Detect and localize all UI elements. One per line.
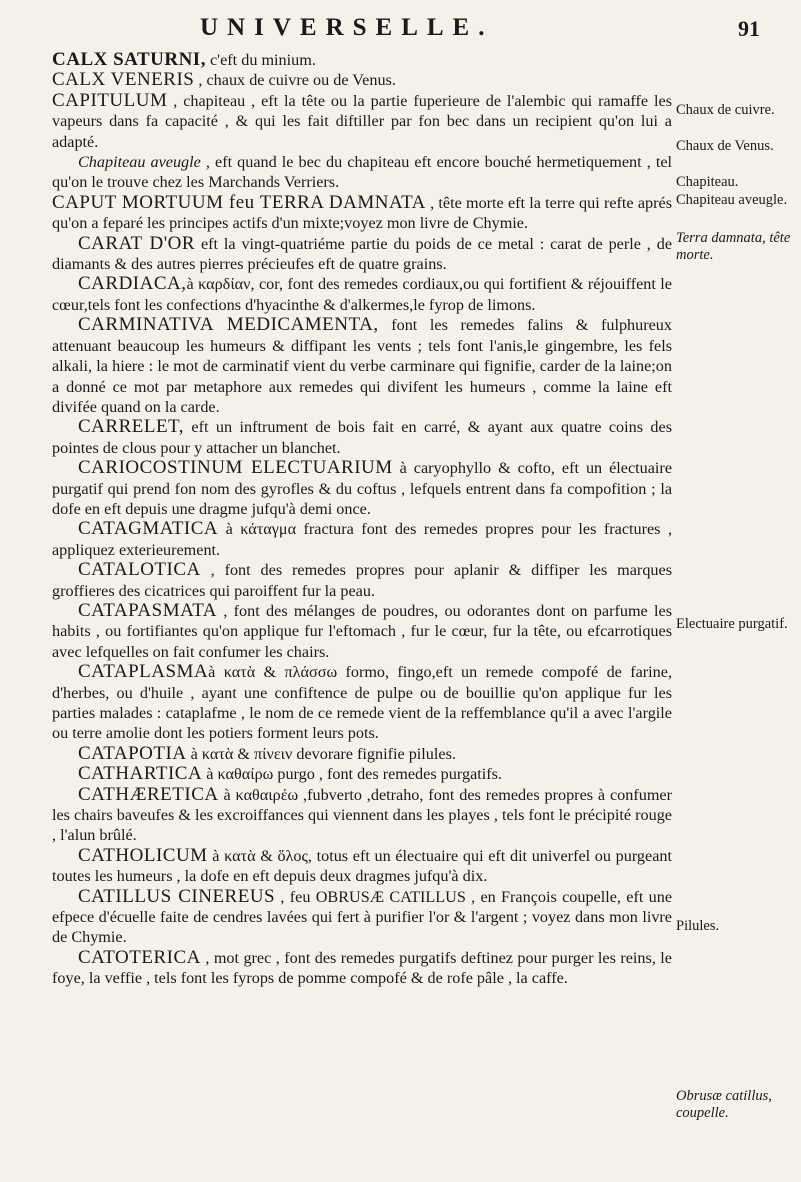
entry-head: CARIOCOSTINUM ELECTUARIUM bbox=[78, 457, 393, 479]
margin-note: Chaux de cuivre. bbox=[676, 102, 775, 118]
margin-note bbox=[676, 230, 796, 264]
entry-catapasmata bbox=[52, 601, 672, 662]
entry-catalotica bbox=[52, 560, 672, 601]
dictionary-entries bbox=[52, 50, 672, 989]
entry-head: CATAPASMATA bbox=[78, 599, 218, 621]
entry-catoterica bbox=[52, 948, 672, 989]
entry-caput-mortuum bbox=[52, 193, 672, 234]
entry-catholicum bbox=[52, 846, 672, 887]
entry-text: à καρδίαν, cor, font des remedes cordiaux,ou qui fortifient & réjouiffent le cœur,tels font les confections d'hyacinthe & d'alkermes,le fyrop de limons. bbox=[52, 275, 672, 314]
entry-cathartica bbox=[52, 764, 672, 784]
entry-cataplasma bbox=[52, 662, 672, 744]
entry-text: eft la vingt-quatriéme partie du poids de ce metal : carat de perle , de diamants & des autres pierres précieufes eft de quatre grains. bbox=[52, 234, 672, 274]
margin-note: Chaux de Venus. bbox=[676, 138, 774, 154]
entry-chapiteau-aveugle bbox=[52, 152, 672, 193]
entry-text: à καθαιρέω ,fubverto ,detraho, font des remedes propres à confumer les chairs baveufes & les excroiffances qui viennent dans les playes , tels font le précipité rouge , l'alun brûlé. bbox=[52, 785, 672, 845]
entry-text: , chapiteau , eft la tête ou la partie fuperieure de l'alembic qui ramaffe les vapeurs dans fa capacité , & qui les fait diftiller par fon bec dans un recipient qu'on lui a adapté. bbox=[52, 91, 672, 151]
running-header bbox=[200, 14, 760, 44]
entry-text: à κατὰ & πλάσσω formo, fingo,eft un remede compofé de farine, d'herbes, ou d'huile , ayant une confiftence de pulpe ou de bouillie qu'on applique fur les parties malades : cataplafme , le nom de ce remede vient de la reffemblance qu'il a avec l'argile ou terre amolie dont les potiers forment leurs pots. bbox=[52, 663, 672, 743]
entry-head: Chapiteau aveugle bbox=[78, 153, 201, 172]
entry-text: à κατὰ & πίνειν devorare fignifie pilules. bbox=[186, 744, 456, 763]
entry-text: , chaux de cuivre ou de Venus. bbox=[194, 71, 396, 90]
entry-head: CALX VENERIS bbox=[52, 69, 195, 91]
entry-head: CATHOLICUM bbox=[78, 844, 208, 866]
entry-head: CATOTERICA bbox=[78, 946, 201, 968]
entry-text: , feu OBRUSÆ CATILLUS , en François coupelle, eft une efpece d'écuelle faite de cendres lavées qui fert à purifier l'or & l'argent ; voyez dans mon livre de Chymie. bbox=[52, 887, 672, 947]
margin-note: Electuaire purgatif. bbox=[676, 616, 788, 632]
header-title: UNIVERSELLE. bbox=[200, 14, 494, 41]
entry-head: CARDIACA, bbox=[78, 273, 187, 295]
entry-catapotia bbox=[52, 744, 672, 764]
entry-head: CARMINATIVA MEDICAMENTA, bbox=[78, 314, 379, 336]
entry-text: eft un inftrument de bois fait en carré, & ayant aux quatre coins des pointes de clous pour y attacher un blanchet. bbox=[52, 418, 672, 457]
entry-head: CAPUT MORTUUM feu TERRA DAMNATA bbox=[52, 191, 426, 213]
entry-head: CAPITULUM bbox=[52, 89, 168, 111]
entry-head: CATAPLASMA bbox=[78, 661, 209, 683]
entry-head: CATILLUS CINEREUS bbox=[78, 885, 276, 907]
entry-catagmatica bbox=[52, 519, 672, 560]
page-number: 91 bbox=[738, 16, 760, 41]
entry-head: CATHÆRETICA bbox=[78, 783, 219, 805]
entry-text: font les remedes falins & fulphureux attenuant beaucoup les humeurs & diffipant les vents ; tels font l'anis,le gingembre, les fels alkali, la hiere : le mot de carminatif vient du verbe carminare qui fignifie, carder de la laine;on a donné ce mot par metaphore aux remedes qui divifent les humeurs , comme la laine eft divifée quand on la carde. bbox=[52, 316, 672, 416]
margin-note: Chapiteau aveugle. bbox=[676, 192, 788, 208]
entry-calx-saturni bbox=[52, 50, 672, 70]
entry-calx-veneris bbox=[52, 70, 672, 90]
entry-head: CATHARTICA bbox=[78, 763, 203, 785]
margin-note bbox=[676, 1088, 796, 1122]
margin-note: Chapiteau. bbox=[676, 174, 739, 190]
entry-head: CALX SATURNI, bbox=[52, 49, 206, 70]
entry-text: c'eft du minium. bbox=[205, 51, 316, 69]
entry-head: CATAPOTIA bbox=[78, 742, 187, 764]
entry-cardiaca bbox=[52, 274, 672, 315]
entry-cariocostinum bbox=[52, 458, 672, 519]
entry-head: CARAT D'OR bbox=[78, 232, 196, 254]
entry-catillus-cinereus bbox=[52, 887, 672, 948]
entry-text: à καθαίρω purgo , font des remedes purgatifs. bbox=[202, 765, 502, 784]
entry-text: à caryophyllo & cofto, eft un électuaire purgatif qui prend fon nom des gyrofles & du coftus , lefquels entrent dans fa compofition ; la dofe en eft depuis une dragme jufqu'à demi once. bbox=[52, 459, 673, 518]
entry-text: , tête morte eft la terre qui refte aprés qu'on a feparé les principes actifs d'un mixte;voyez mon livre de Chymie. bbox=[52, 193, 672, 233]
entry-carrelet bbox=[52, 417, 672, 458]
entry-text: , font des remedes propres pour aplanir & diffiper les marques groffieres des cicatrices qui paroiffent fur la peau. bbox=[52, 561, 672, 600]
entry-text: , eft quand le bec du chapiteau eft encore bouché hermetiquement , tel qu'on le trouve chez les Marchands Verriers. bbox=[52, 153, 672, 192]
entry-text: , mot grec , font des remedes purgatifs deftinez pour purger les reins, le foye, la veffie , tels font les fyrops de pomme compofé & de rofe pâle , la caffe. bbox=[52, 948, 672, 988]
margin-note-text: Obrusæ catillus, coupelle. bbox=[676, 1088, 772, 1121]
margin-note-text: Terra damnata, tête morte. bbox=[676, 230, 791, 263]
entry-text: , font des mélanges de poudres, ou odorantes dont on parfume les habits , ou fortifiantes qu'on applique fur l'eftomach , fur le cœur, fur la tête, ou efcarrotiques avec lefquelles on fait confumer les chairs. bbox=[52, 601, 672, 661]
entry-text: à κατὰ & ὅλος, totus eft un électuaire qui eft dit univerfel ou purgeant toutes les humeurs , la dofe en eft depuis deux dragmes jufqu'à dix. bbox=[52, 846, 672, 886]
entry-capitulum bbox=[52, 91, 672, 152]
margin-note: Pilules. bbox=[676, 918, 720, 934]
entry-head: CARRELET, bbox=[78, 416, 185, 438]
entry-cathaeretica bbox=[52, 785, 672, 846]
entry-head: CATALOTICA bbox=[78, 559, 201, 581]
entry-text: à κάταγμα fractura font des remedes propres pour les fractures , appliquez exterieurement. bbox=[52, 520, 672, 559]
entry-head: CATAGMATICA bbox=[78, 518, 219, 540]
entry-carminativa bbox=[52, 315, 672, 417]
entry-carat-dor bbox=[52, 234, 672, 275]
